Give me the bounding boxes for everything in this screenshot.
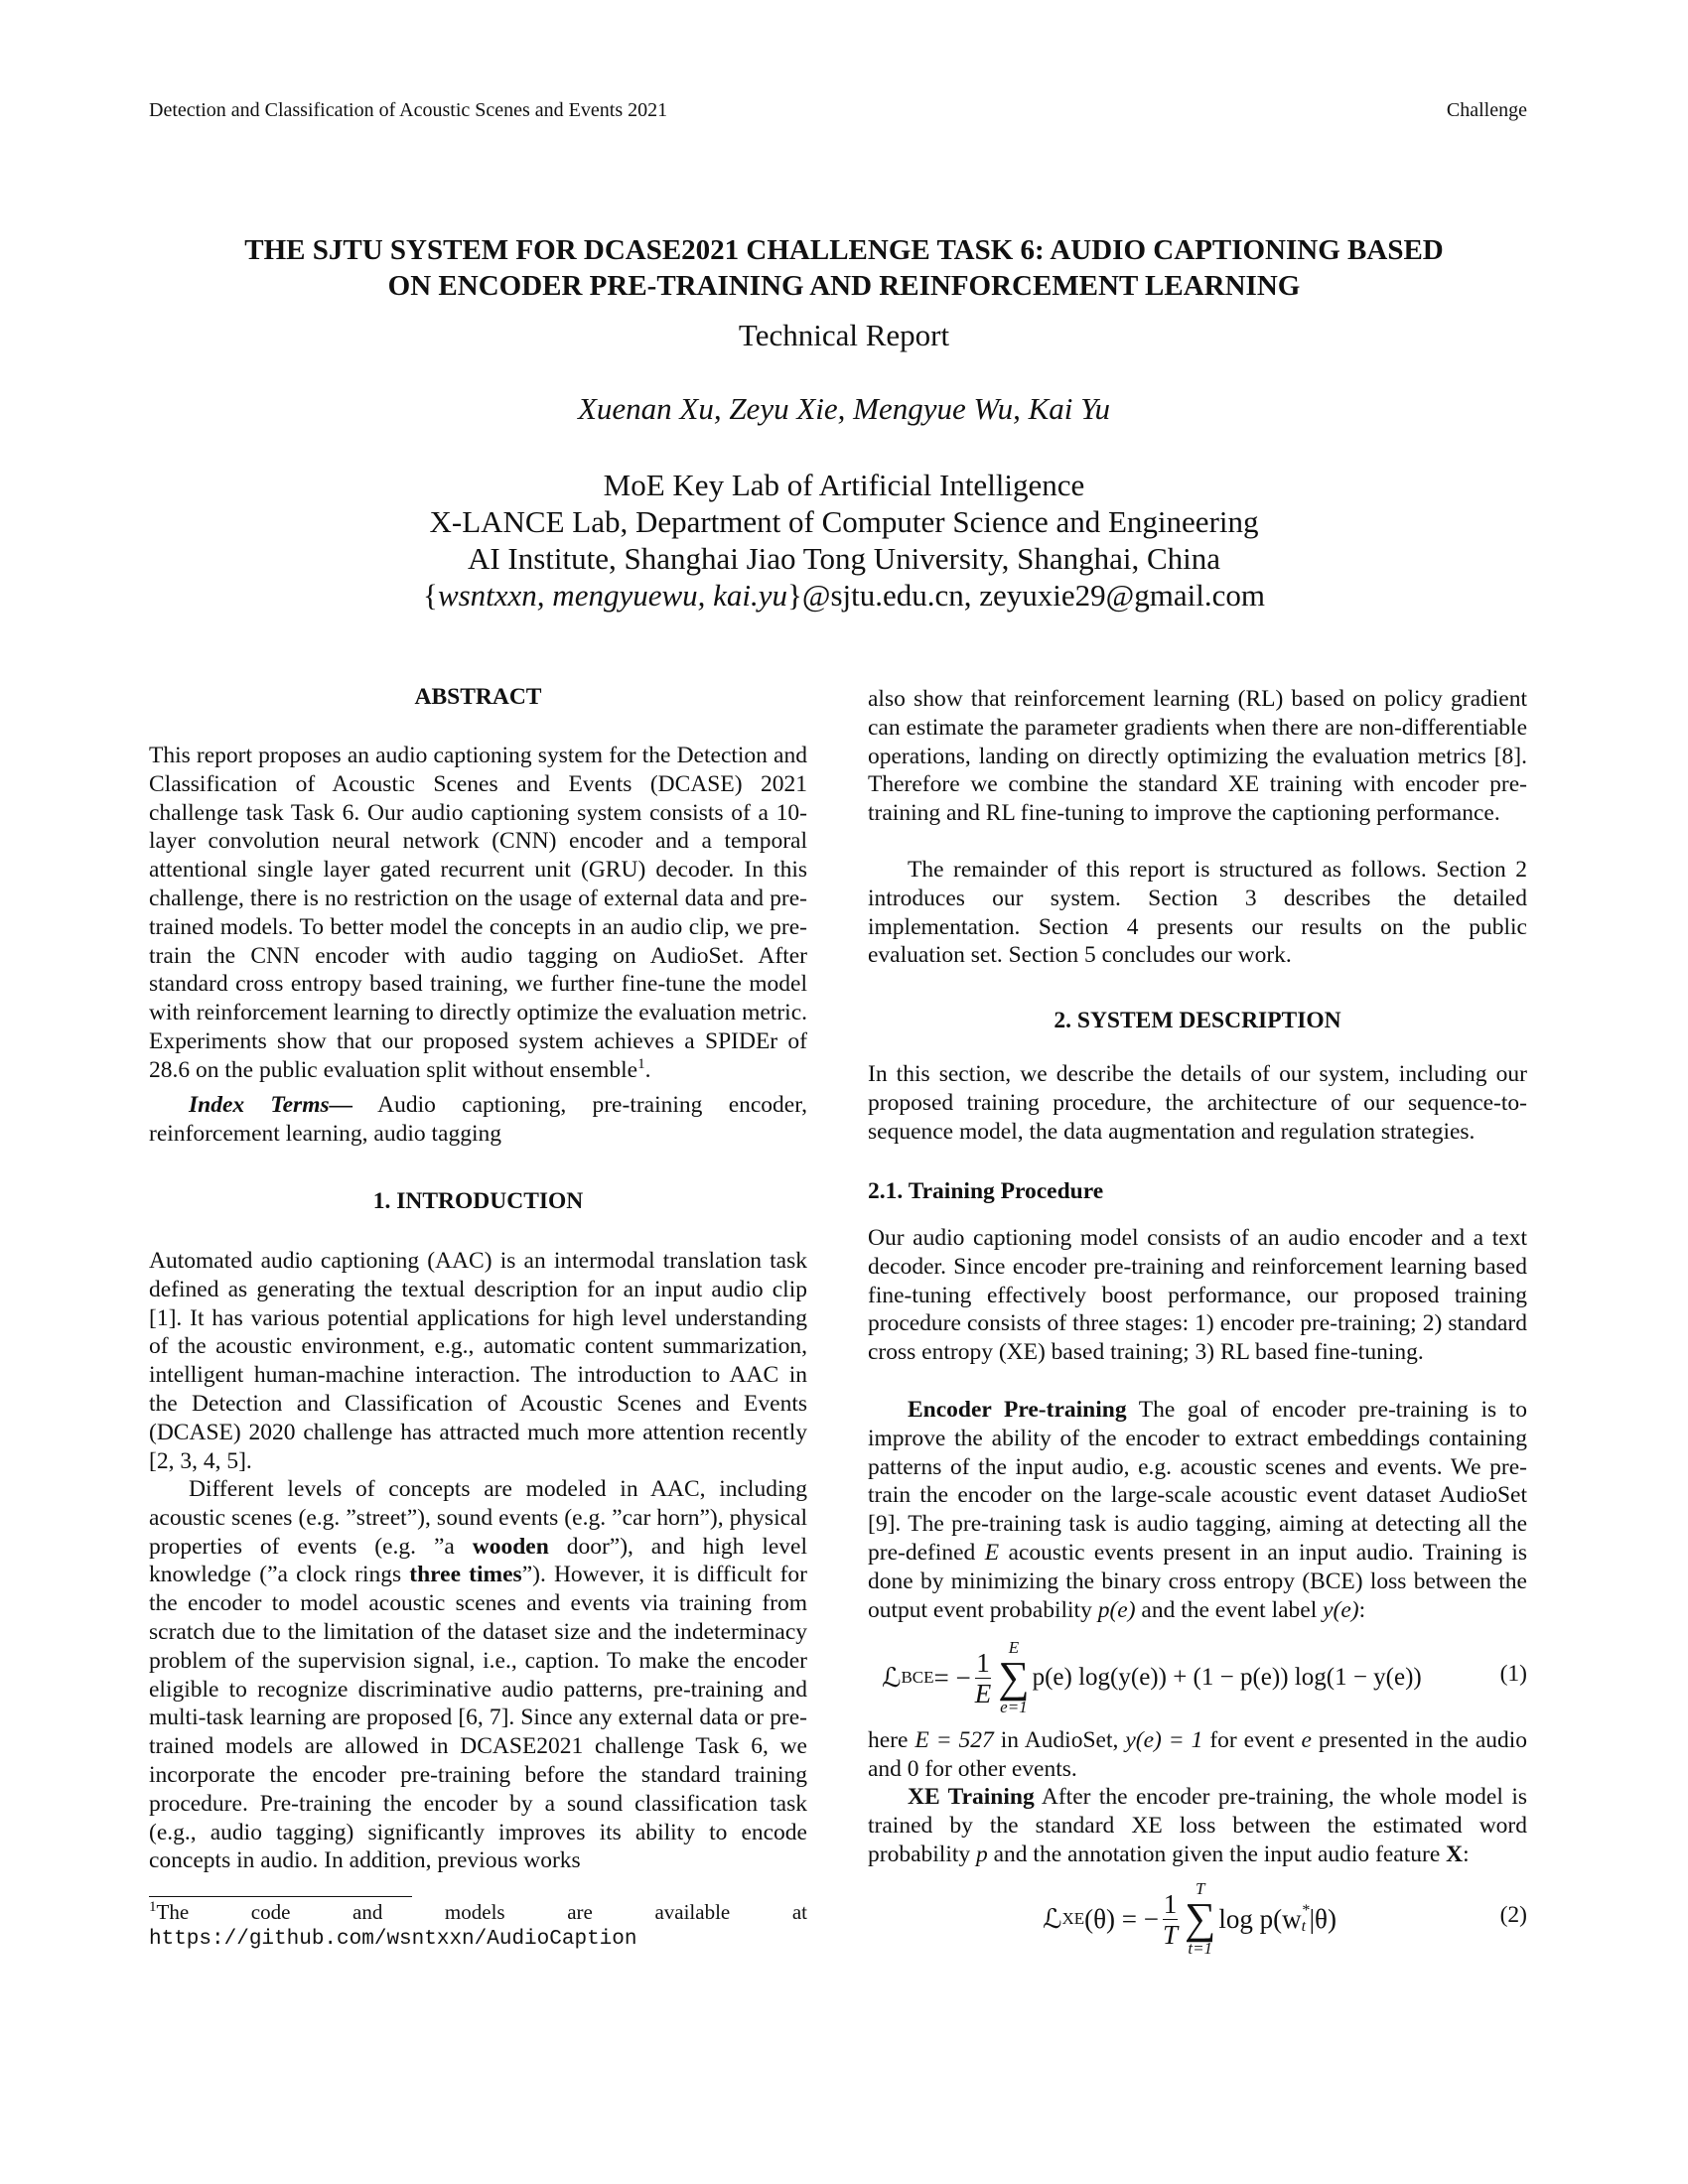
sigma-icon: ∑ bbox=[998, 1653, 1030, 1702]
intro-heading: 1. INTRODUCTION bbox=[372, 1188, 584, 1214]
text: in AudioSet, bbox=[993, 1727, 1126, 1753]
abstract-text bbox=[149, 742, 807, 1085]
math: e bbox=[1301, 1727, 1312, 1753]
equation-number: (2) bbox=[1499, 1902, 1527, 1928]
index-terms bbox=[149, 1091, 807, 1149]
abstract-body: This report proposes an audio captioning system for the Detection and Classification of Acoustic Scenes and Events (DCASE) 2021 challenge task Task 6. Our audio captioning system consists of a 10-layer convolution neural network (CNN) encoder and a temporal attentional single layer gated recurrent unit (GRU) decoder. In this challenge, there is no restriction on the usage of external data and pre-trained models. To better model the concepts in an audio clip, we pre-train the CNN encoder with audio tagging on AudioSet. After standard cross entropy based training, we further fine-tune the model with reinforcement learning to directly optimize the evaluation metric. Experiments show that our proposed system achieves a SPIDEr of 28.6 on the public evaluation split without ensemble bbox=[149, 743, 807, 1083]
math: p(e) bbox=[1097, 1596, 1136, 1623]
math: y(e) bbox=[1323, 1596, 1359, 1623]
footnote-rule bbox=[149, 1896, 412, 1897]
math: p(e) log(y(e)) + (1 − p(e)) log(1 − y(e)) bbox=[1032, 1664, 1422, 1691]
xe-training-paragraph bbox=[868, 1783, 1527, 1868]
training-procedure-paragraph: Our audio captioning model consists of an audio encoder and a text decoder. Since encoder pre-training and reinforcement learning based fine-tuning effectively boost performance, our proposed training procedure consists of three stages: 1) encoder pre-training; 2) standard cross entropy (XE) based training; 3) RL based fine-tuning. bbox=[868, 1225, 1527, 1366]
equation-number: (1) bbox=[1499, 1661, 1527, 1687]
numerator: 1 bbox=[976, 1647, 990, 1678]
math: = − bbox=[933, 1662, 971, 1693]
text: here bbox=[868, 1727, 915, 1753]
subsection-2-1-heading: 2.1. Training Procedure bbox=[868, 1178, 1104, 1204]
running-header-right: Challenge bbox=[1446, 99, 1527, 121]
math: y(e) = 1 bbox=[1125, 1727, 1203, 1753]
text: door”), and high level knowledge (”a clock rings bbox=[149, 1533, 807, 1588]
affiliations bbox=[0, 467, 1688, 614]
paragraph-label: XE Training bbox=[908, 1784, 1035, 1810]
affiliation-3: AI Institute, Shanghai Jiao Tong University, Shanghai, China bbox=[467, 541, 1221, 576]
summation bbox=[998, 1638, 1029, 1717]
lower-limit: e=1 bbox=[1000, 1698, 1028, 1716]
math: X bbox=[1446, 1841, 1464, 1867]
math: ℒ bbox=[1043, 1903, 1062, 1934]
footnote bbox=[149, 1900, 807, 1952]
fraction bbox=[975, 1648, 992, 1708]
paragraph-label: Encoder Pre-training bbox=[908, 1397, 1127, 1423]
denominator: E bbox=[974, 1678, 992, 1708]
footnote-text: The code and models are available at bbox=[156, 1900, 807, 1924]
affiliation-1: MoE Key Lab of Artificial Intelligence bbox=[603, 468, 1085, 502]
abstract-end: . bbox=[644, 1056, 651, 1083]
superscript: * bbox=[1301, 1902, 1310, 1919]
text: : bbox=[1358, 1596, 1366, 1623]
fraction bbox=[1163, 1889, 1178, 1950]
equation-1 bbox=[868, 1633, 1527, 1722]
equation-2 bbox=[868, 1874, 1527, 1964]
subtitle: Technical Report bbox=[738, 318, 950, 352]
text: presented in the audio and 0 for other events. bbox=[868, 1727, 1528, 1782]
affiliation-2: X-LANCE Lab, Department of Computer Science and Engineering bbox=[429, 504, 1259, 539]
section-2-paragraph: In this section, we describe the details of our system, including our proposed training procedure, the architecture of our sequence-to-sequence model, the data augmentation and regulation strategies. bbox=[868, 1061, 1527, 1145]
text: and the annotation given the input audio feature bbox=[987, 1841, 1447, 1867]
right-paragraph-2: The remainder of this report is structured as follows. Section 2 introduces our system. Section 3 describes the detailed implementation. Section 4 presents our results on the public evaluation set. Section 5 concludes our work. bbox=[868, 857, 1527, 969]
text: After the encoder pre-training, the whole model is trained by the standard XE loss between the estimated word probability bbox=[868, 1784, 1528, 1867]
footnote-link[interactable]: https://github.com/wsntxxn/AudioCaption bbox=[149, 1928, 637, 1951]
text: ”). However, it is difficult for the encoder to model acoustic scenes and events via training from scratch due to the limitation of the dataset size and the indeterminacy problem of the supervision signal, i.e., caption. To make the encoder eligible to recognize discriminative audio patterns, pre-training and multi-task learning are proposed [6, 7]. Since any external data or pre-trained models are allowed in DCASE2021 challenge Task 6, we incorporate the encoder pre-training before the standard training procedure. Pre-training the encoder by a sound classification task (e.g., audio tagging) significantly improves its ability to encode concepts in audio. In addition, previous works bbox=[149, 1562, 807, 1874]
bold-text: three times bbox=[409, 1562, 522, 1588]
title-line-2: ON ENCODER PRE-TRAINING AND REINFORCEMENT LEARNING bbox=[387, 270, 1301, 302]
text: : bbox=[1463, 1841, 1470, 1867]
text: Different levels of concepts are modeled in AAC, including acoustic scenes (e.g. ”street”), sound events (e.g. ”car horn”), physical properties of events (e.g. ”a bbox=[149, 1476, 807, 1560]
brace: { bbox=[423, 578, 438, 613]
math: E = 527 bbox=[914, 1727, 994, 1753]
text: and the event label bbox=[1135, 1596, 1324, 1623]
abstract-heading: ABSTRACT bbox=[414, 684, 542, 710]
title-line-1: THE SJTU SYSTEM FOR DCASE2021 CHALLENGE TASK 6: AUDIO CAPTIONING BASED bbox=[244, 234, 1444, 266]
math: ℒ bbox=[882, 1662, 902, 1693]
denominator: T bbox=[1163, 1919, 1179, 1950]
lower-limit: t=1 bbox=[1188, 1939, 1213, 1958]
bold-text: wooden bbox=[472, 1533, 549, 1560]
authors: Xuenan Xu, Zeyu Xie, Mengyue Wu, Kai Yu bbox=[577, 391, 1111, 426]
intro-paragraph-1: Automated audio captioning (AAC) is an intermodal translation task defined as generating the textual description for an input audio clip [1]. It has various potential applications for high level understanding of the acoustic environment, e.g., automatic content summarization, intelligent human-machine interaction. The introduction to AAC in the Detection and Classification of Acoustic Scenes and Events (DCASE) 2020 challenge has attracted much more attention recently [2, 3, 4, 5]. bbox=[149, 1248, 807, 1474]
section-2-heading: 2. SYSTEM DESCRIPTION bbox=[1054, 1008, 1341, 1033]
email-names: wsntxxn, mengyuewu, kai.yu bbox=[437, 578, 788, 613]
text: The goal of encoder pre-training is to improve the ability of the encoder to extract embeddings containing patterns of the input audio, e.g. acoustic scenes and events. We pre-train the encoder on the large-scale acoustic event dataset AudioSet [9]. The pre-training task is audio tagging, aiming at detecting all the pre-defined bbox=[868, 1397, 1527, 1566]
here-paragraph bbox=[868, 1726, 1527, 1784]
running-header-left: Detection and Classification of Acoustic Scenes and Events 2021 bbox=[149, 99, 668, 121]
math: log p(w bbox=[1218, 1903, 1302, 1934]
math: |θ) bbox=[1309, 1903, 1336, 1934]
index-terms-label: Index Terms— bbox=[189, 1092, 353, 1118]
email-domains: }@sjtu.edu.cn, zeyuxie29@gmail.com bbox=[787, 578, 1265, 613]
numerator: 1 bbox=[1163, 1888, 1178, 1919]
upper-limit: E bbox=[1008, 1638, 1020, 1657]
summation bbox=[1185, 1879, 1215, 1959]
paper-title bbox=[139, 232, 1549, 304]
sigma-icon: ∑ bbox=[1185, 1894, 1216, 1943]
footnote-ref[interactable]: 1 bbox=[637, 1055, 645, 1072]
index-terms-text: Audio captioning, pre-training encoder, reinforcement learning, audio tagging bbox=[149, 1092, 807, 1147]
math: XE bbox=[1061, 1909, 1085, 1928]
upper-limit: T bbox=[1195, 1879, 1205, 1898]
intro-paragraph-2 bbox=[149, 1475, 807, 1875]
emails bbox=[0, 577, 1688, 614]
math: E bbox=[984, 1539, 1000, 1566]
text: for event bbox=[1202, 1727, 1302, 1753]
footnote-mark: 1 bbox=[149, 1899, 157, 1915]
math: BCE bbox=[901, 1668, 934, 1687]
encoder-pretraining-paragraph bbox=[868, 1396, 1527, 1624]
text: acoustic events present in an input audio. Training is done by minimizing the binary cross entropy (BCE) loss between the output event probability bbox=[868, 1539, 1527, 1623]
subscript: t bbox=[1301, 1918, 1307, 1935]
math: (θ) = − bbox=[1084, 1903, 1159, 1934]
right-paragraph-1: also show that reinforcement learning (RL) based on policy gradient can estimate the parameter gradients when there are non-differentiable operations, landing on directly optimizing the evaluation metrics [8]. Therefore we combine the standard XE training with encoder pre-training and RL fine-tuning to improve the captioning performance. bbox=[868, 686, 1527, 827]
math: p bbox=[976, 1841, 988, 1867]
